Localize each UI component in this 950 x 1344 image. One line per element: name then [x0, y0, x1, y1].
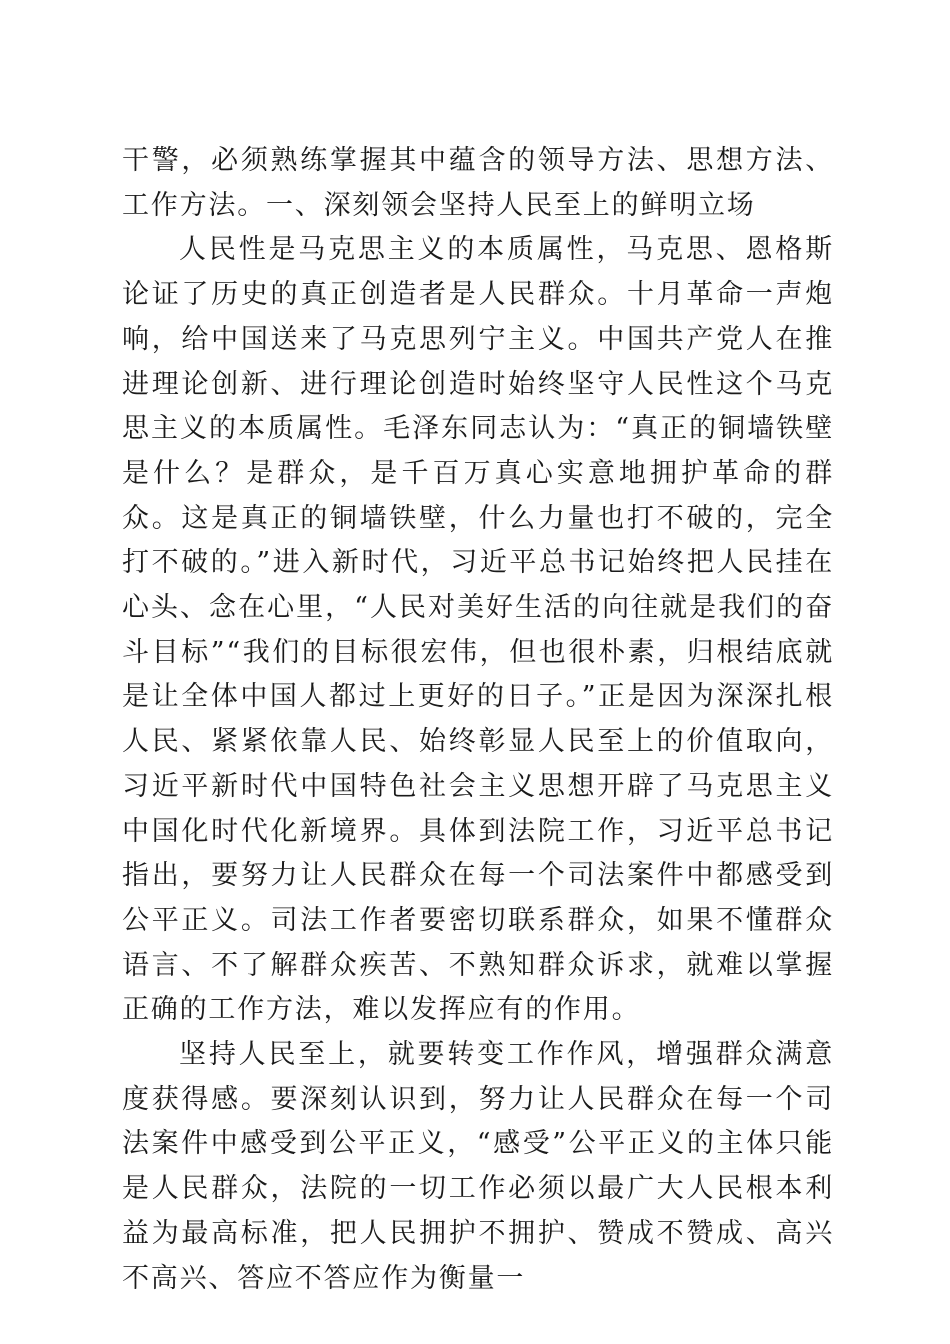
paragraph-3: 坚持人民至上，就要转变工作作风，增强群众满意度获得感。要深刻认识到，努力让人民群众在每一个司法案件中感受到公平正义，“感受”公平正义的主体只能是人民群众，法院的一切工作必须以最广大人民根本利益为最高标准，把人民拥护不拥护、赞成不赞成、高兴不高兴、答应不答应作为衡量一 [122, 1039, 834, 1294]
body-text [122, 139, 834, 1301]
paragraph-1: 干警，必须熟练掌握其中蕴含的领导方法、思想方法、工作方法。一、深刻领会坚持人民至上的鲜明立场 [122, 145, 834, 221]
paragraph-2: 人民性是马克思主义的本质属性，马克思、恩格斯论证了历史的真正创造者是人民群众。十月革命一声炮响，给中国送来了马克思列宁主义。中国共产党人在推进理论创新、进行理论创造时始终坚守人民性这个马克思主义的本质属性。毛泽东同志认为：“真正的铜墙铁壁是什么？是群众，是千百万真心实意地拥护革命的群众。这是真正的铜墙铁壁，什么力量也打不破的，完全打不破的。”进入新时代，习近平总书记始终把人民挂在心头、念在心里，“人民对美好生活的向往就是我们的奋斗目标”“我们的目标很宏伟，但也很朴素，归根结底就是让全体中国人都过上更好的日子。”正是因为深深扎根人民、紧紧依靠人民、始终彰显人民至上的价值取向，习近平新时代中国特色社会主义思想开辟了马克思主义中国化时代化新境界。具体到法院工作，习近平总书记指出，要努力让人民群众在每一个司法案件中都感受到公平正义。司法工作者要密切联系群众，如果不懂群众语言、不了解群众疾苦、不熟知群众诉求，就难以掌握正确的工作方法，难以发挥应有的作用。 [122, 234, 834, 1026]
